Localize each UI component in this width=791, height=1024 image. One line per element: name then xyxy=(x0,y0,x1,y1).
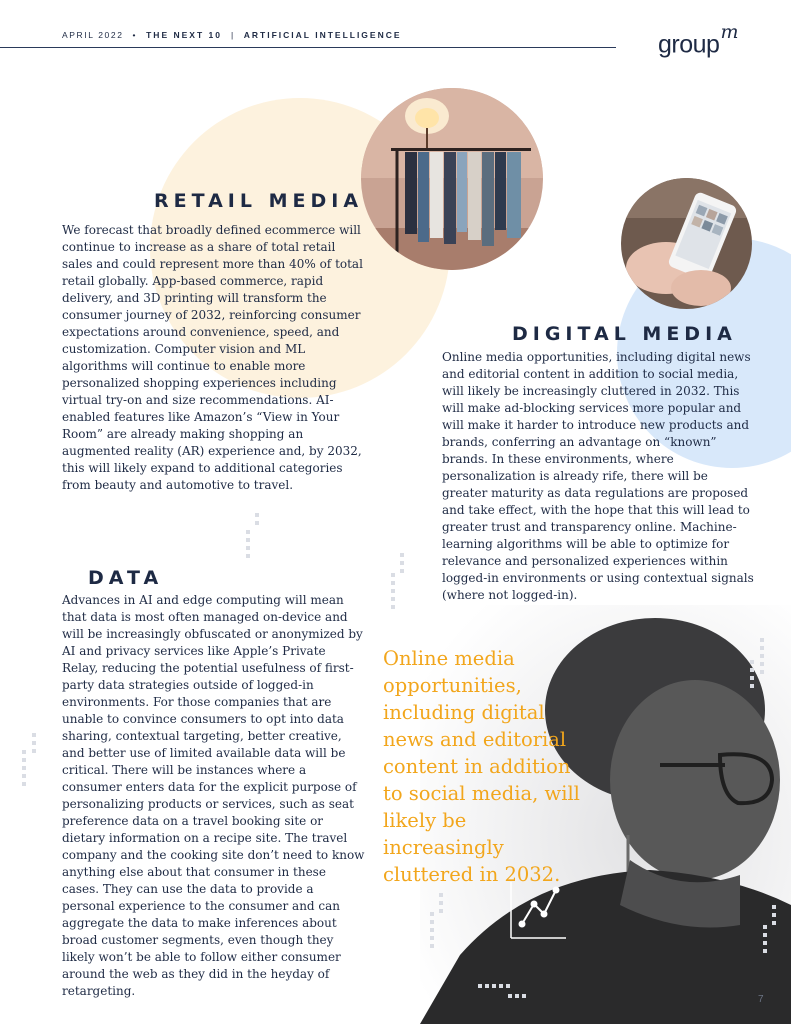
decorative-dots xyxy=(430,912,436,952)
header-series: THE NEXT 10 xyxy=(146,30,222,40)
data-heading: DATA xyxy=(88,567,164,589)
clothing-rack-photo xyxy=(361,88,543,270)
header-date: APRIL 2022 xyxy=(62,30,124,40)
decorative-dots xyxy=(400,553,406,577)
logo-text: group xyxy=(658,30,720,59)
decorative-dots xyxy=(391,573,397,613)
decorative-dots xyxy=(763,925,769,957)
logo-superscript: m xyxy=(720,21,738,43)
phone-in-hand-photo xyxy=(621,178,752,309)
decorative-dots xyxy=(772,905,778,929)
header-bullet: • xyxy=(132,30,138,40)
header-topic: ARTIFICIAL INTELLIGENCE xyxy=(243,30,402,40)
decorative-dots xyxy=(246,530,252,562)
page-header xyxy=(62,30,402,40)
retail-media-body: We forecast that broadly defined ecommerce will continue to increase as a share of total retail sales and could represent more than 40% of total retail globally. App-based commerce, rapid delivery, and 3D printing will transform the consumer journey of 2032, reinforcing consumer expectations around convenience, speed, and customization. Computer vision and ML algorithms will continue to enable more personalized shopping experiences including virtual try-on and size recommendations. AI-enabled features like Amazon’s “View in Your Room” are already making shopping an augmented reality (AR) experience and, by 2032, this will likely expand to additional categories from beauty and automotive to travel. xyxy=(62,223,363,492)
decorative-dots xyxy=(255,513,261,529)
pull-quote: Online media opportunities, including digital news and editorial content in addition to social media, will likely be increasingly cluttered in 2032. xyxy=(383,647,580,886)
decorative-dots xyxy=(750,660,756,692)
digital-media-heading: DIGITAL MEDIA xyxy=(512,323,737,345)
groupm-logo xyxy=(658,21,738,59)
decorative-dots xyxy=(32,733,38,757)
data-body: Advances in AI and edge computing will mean that data is most often managed on-device and will be increasingly obfuscated or anonymized by AI and privacy services like Apple’s Private Relay, reducing the potential usefulness of first-party data strategies outside of logged-in environments. For those companies that are unable to convince consumers to opt into data sharing, contextual targeting, better creative, and better use of limited available data will be critical. There will be instances where a consumer enters data for the explicit purpose of personalizing products or services, such as seat preference data on a travel booking site or dietary information on a recipe site. The travel company and the cooking site don’t need to know anything else about that consumer in these cases. They can use the data to provide a personal experience to the consumer and can aggregate the data to make inferences about broad customer segments, even though they likely won’t be able to follow either consumer around the web as they did in the heyday of retargeting. xyxy=(62,593,365,998)
header-divider: | xyxy=(230,30,235,40)
decorative-dots xyxy=(760,638,766,678)
retail-media-heading: RETAIL MEDIA xyxy=(154,190,364,212)
decorative-dots xyxy=(22,750,28,790)
digital-media-body: Online media opportunities, including digital news and editorial content in addition to social media, will likely be increasingly cluttered in 2032. This will make ad-blocking services more popular and will make it harder to introduce new products and brands, conferring an advantage on “known” brands. In these environments, where personalization is already rife, there will be greater maturity as data regulations are proposed and take effect, with the hope that this will lead to greater trust and transparency online. Machine-learning algorithms will be able to optimize for relevance and personalized experiences within logged-in environments or using contextual signals (where not logged-in). xyxy=(442,350,754,602)
decorative-dots xyxy=(439,893,445,917)
header-rule xyxy=(0,47,616,48)
line-chart-icon xyxy=(508,880,568,946)
decorative-dots xyxy=(508,983,529,1002)
page-number: 7 xyxy=(758,994,764,1005)
